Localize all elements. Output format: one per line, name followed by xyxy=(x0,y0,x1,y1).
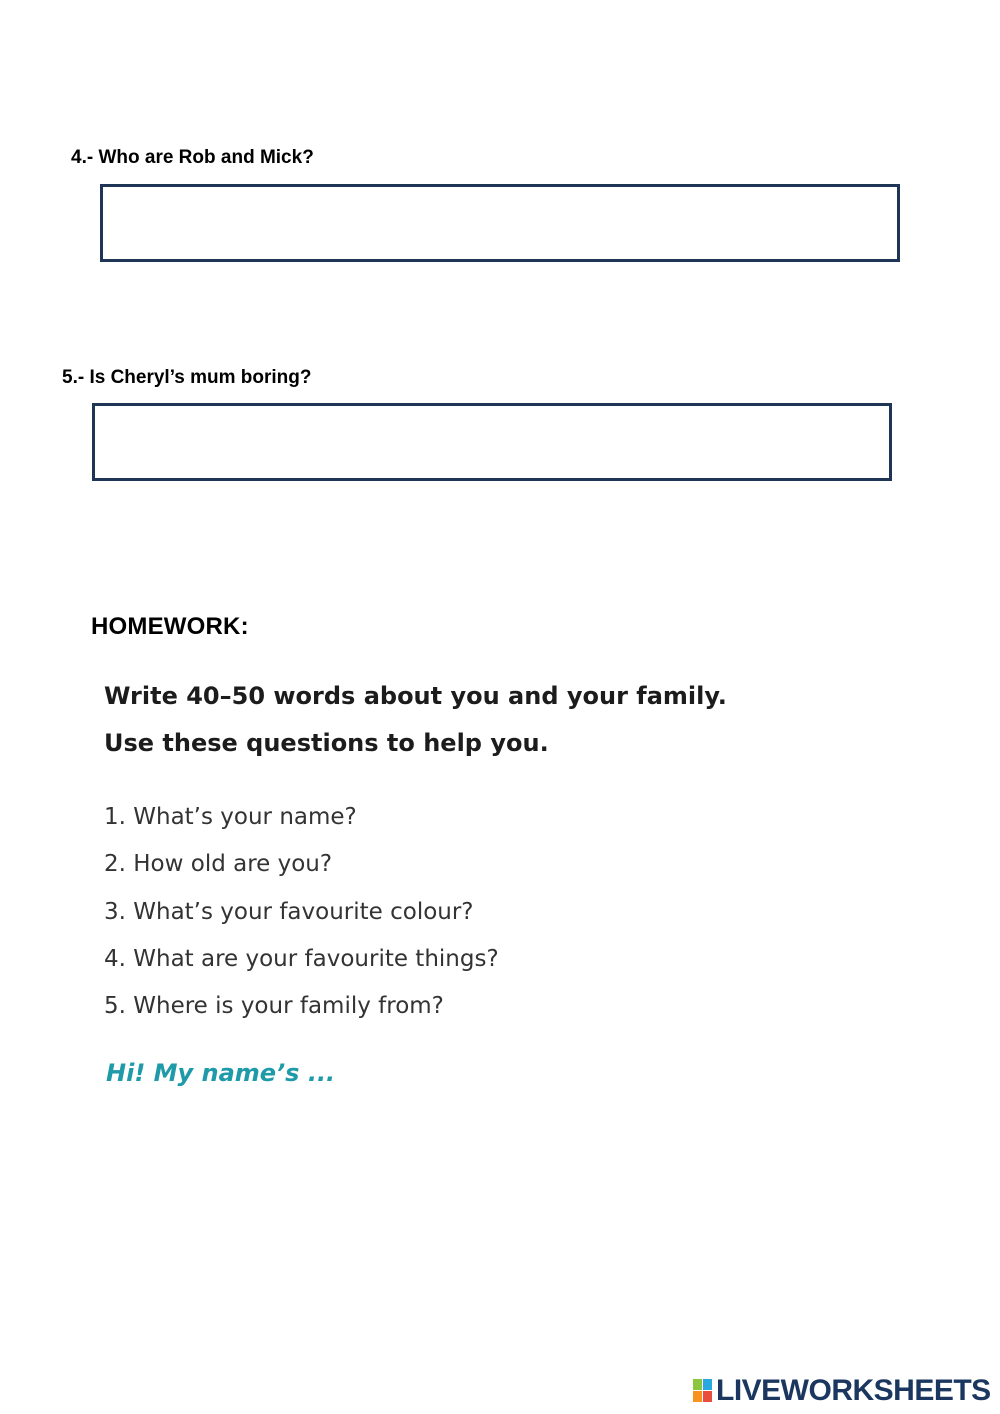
liveworksheets-logo-icon xyxy=(693,1379,713,1403)
question-5-label: 5.- Is Cheryl’s mum boring? xyxy=(62,367,312,388)
liveworksheets-wordmark: LIVEWORKSHEETS xyxy=(716,1374,991,1407)
homework-title: HOMEWORK: xyxy=(91,613,249,640)
homework-prompt-list xyxy=(104,794,499,1030)
homework-sentence-starter: Hi! My name’s ... xyxy=(106,1059,336,1087)
homework-instruction-line2: Use these questions to help you. xyxy=(104,729,549,757)
homework-instruction-line1: Write 40–50 words about you and your family. xyxy=(104,682,727,710)
question-5-answer-input[interactable] xyxy=(92,403,892,481)
homework-prompt-2: 2. How old are you? xyxy=(104,851,333,878)
homework-prompt-5: 5. Where is your family from? xyxy=(104,993,444,1020)
question-4-label: 4.- Who are Rob and Mick? xyxy=(71,147,314,168)
liveworksheets-brand xyxy=(693,1374,991,1408)
homework-prompt-4: 4. What are your favourite things? xyxy=(104,945,499,972)
question-4-answer-input[interactable] xyxy=(100,184,900,262)
homework-prompt-3: 3. What’s your favourite colour? xyxy=(104,898,474,925)
homework-prompt-1: 1. What’s your name? xyxy=(104,804,357,830)
